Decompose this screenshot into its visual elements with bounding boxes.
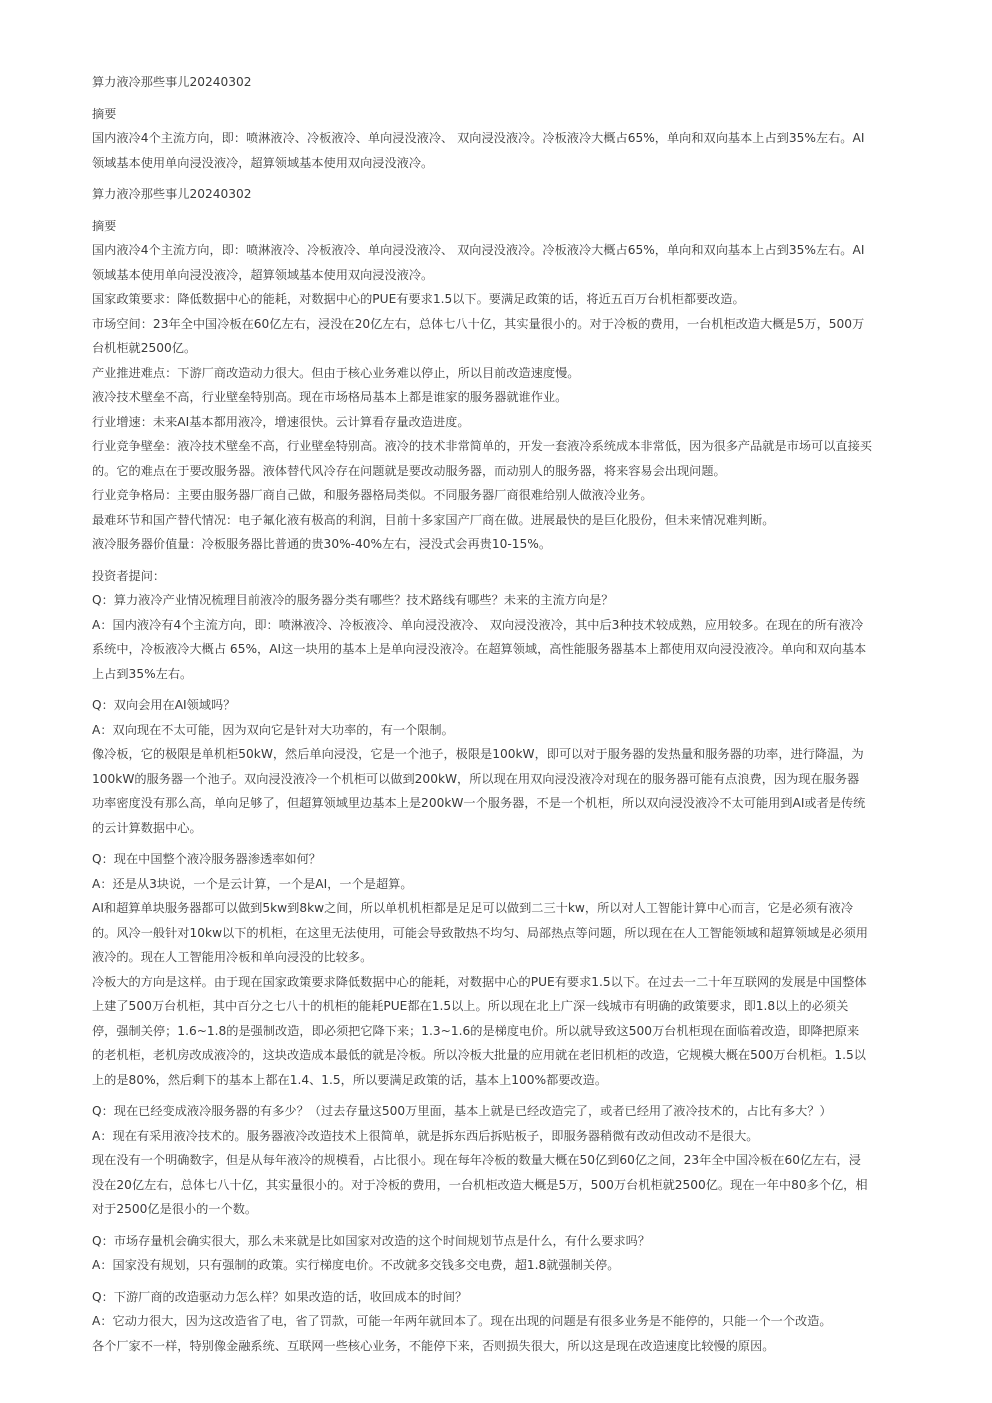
- abstract-line: 领域基本使用单向浸没液冷，超算领域基本使用双向浸没液冷。: [92, 155, 434, 170]
- barrier-line: 液冷技术壁垒不高，行业壁垒特别高。现在市场格局基本上都是谁家的服务器就谁作业。: [92, 390, 568, 404]
- title-text: 算力液冷那些事儿20240302: [92, 75, 252, 89]
- answer-line: 对于2500亿是很小的一个数。: [92, 1202, 258, 1216]
- abstract-label: 摘要: [92, 106, 117, 121]
- hardest-line: 最难环节和国产替代情况：电子氟化液有极高的利润，目前十多家国产厂商在做。进展最快的是巨化股份，但未来情况难判断。: [92, 512, 775, 527]
- document-page: [92, 70, 946, 1365]
- doc-title: [92, 70, 946, 95]
- difficulty-line: 产业推进难点：下游厂商改造动力很大。但由于核心业务难以停止，所以目前改造速度慢。: [92, 365, 580, 380]
- answer-line: 的。风冷一般针对10kw以下的机柜，在这里无法使用，可能会导致散热不均匀、局部热点等问题，所以现在在人工智能领域和超算领域是必须用: [92, 925, 868, 940]
- qa-section-6: [92, 1285, 946, 1359]
- question: Q：双向会用在AI领域吗？: [92, 698, 236, 712]
- question: Q：算力液冷产业情况梳理目前液冷的服务器分类有哪些？技术路线有哪些？未来的主流方向是？: [92, 593, 614, 607]
- landscape-line: 行业竞争格局：主要由服务器厂商自己做，和服务器格局类似。不同服务器厂商很难给别人做液冷业务。: [92, 488, 653, 502]
- answer-line: 现在没有一个明确数字，但是从每年液冷的规模看，占比很小。现在每年冷板的数量大概在50亿到60亿之间，23年全中国冷板在60亿左右，浸: [92, 1153, 861, 1167]
- answer-line: A：国家没有规划，只有强制的政策。实行梯度电价。不改就多交钱多交电费，超1.8就强制关停。: [92, 1258, 620, 1272]
- investor-label: 投资者提问：: [92, 568, 166, 583]
- answer-line: 的老机柜，老机房改成液冷的，这块改造成本最低的就是冷板。所以冷板大批量的应用就在老旧机柜的改造，它规模大概在500万台机柜。1.5以: [92, 1048, 866, 1062]
- answer-line: 系统中，冷板液冷大概占 65%，AI这一块用的基本上是单向浸没液冷。在超算领域，高性能服务器基本上都使用双向浸没液冷。单向和双向基本: [92, 642, 867, 656]
- answer-line: 各个厂家不一样，特别像金融系统、互联网一些核心业务，不能停下来，否则损失很大，所以这是现在改造速度比较慢的原因。: [92, 1338, 775, 1353]
- abstract-line: 国内液冷4个主流方向，即：喷淋液冷、冷板液冷、单向浸没液冷、 双向浸没液冷。冷板液冷大概占65%，单向和双向基本上占到35%左右。AI: [92, 243, 865, 257]
- abstract-line: 国内液冷4个主流方向，即：喷淋液冷、冷板液冷、单向浸没液冷、 双向浸没液冷。冷板液冷大概占65%，单向和双向基本上占到35%左右。AI: [92, 131, 865, 145]
- question: Q：下游厂商的改造驱动力怎么样？如果改造的话，收回成本的时间？: [92, 1289, 468, 1304]
- policy-line: 国家政策要求：降低数据中心的能耗，对数据中心的PUE有要求1.5以下。要满足政策的话，将近五百万台机柜都要改造。: [92, 292, 745, 306]
- market-line: 台机柜就2500亿。: [92, 341, 197, 355]
- question: Q：市场存量机会确实很大，那么未来就是比如国家对改造的这个时间规划节点是什么，有什么要求吗？: [92, 1233, 651, 1248]
- question: Q：现在已经变成液冷服务器的有多少？（过去存量这500万里面，基本上就是已经改造完了，或者已经用了液冷技术的，占比有多大？）: [92, 1104, 832, 1118]
- answer-line: 上建了500万台机柜，其中百分之七八十的机柜的能耗PUE都在1.5以上。所以现在北上广深一线城市有明确的政策要求，即1.8以上的必须关: [92, 999, 849, 1013]
- qa-section-4: [92, 1099, 946, 1222]
- abstract-line: 领域基本使用单向浸没液冷，超算领域基本使用双向浸没液冷。: [92, 267, 434, 282]
- answer-line: 的云计算数据中心。: [92, 820, 202, 835]
- answer-line: AI和超算单块服务器都可以做到5kw到8kw之间，所以单机机柜都是足足可以做到二三十kw，所以对人工智能计算中心而言，它是必须有液冷: [92, 901, 854, 915]
- market-line: 市场空间：23年全中国冷板在60亿左右，浸没在20亿左右，总体七八十亿，其实量很小的。对于冷板的费用，一台机柜改造大概是5万，500万: [92, 316, 865, 331]
- qa-section-1: [92, 564, 946, 687]
- abstract-section-repeat: [92, 214, 946, 557]
- answer-line: 100kW的服务器一个池子。双向浸没液冷一个机柜可以做到200kW，所以现在用双向浸没液冷对现在的服务器可能有点浪费，因为现在服务器: [92, 771, 860, 786]
- answer-line: 没在20亿左右，总体七八十亿，其实量很小的。对于冷板的费用，一台机柜改造大概是5万，500万台机柜就2500亿。现在一年中80多个亿，相: [92, 1177, 868, 1192]
- question: Q：现在中国整个液冷服务器渗透率如何？: [92, 852, 321, 866]
- answer-line: 液冷的。现在人工智能用冷板和单向浸没的比较多。: [92, 950, 373, 964]
- title-text: 算力液冷那些事儿20240302: [92, 187, 252, 201]
- answer-line: A：它动力很大，因为这改造省了电，省了罚款，可能一年两年就回本了。现在出现的问题是有很多业务是不能停的，只能一个一个改造。: [92, 1314, 832, 1328]
- answer-line: 像冷板，它的极限是单机柜50kW，然后单向浸没，它是一个池子，极限是100kW，即可以对于服务器的发热量和服务器的功率，进行降温，为: [92, 747, 864, 761]
- answer-line: 上占到35%左右。: [92, 666, 193, 681]
- qa-section-3: [92, 847, 946, 1092]
- answer-line: A：现在有采用液冷技术的。服务器液冷改造技术上很简单，就是拆东西后拆贴板子，即服务器稍微有改动但改动不是很大。: [92, 1128, 759, 1143]
- compete-line: 行业竞争壁垒：液冷技术壁垒不高，行业壁垒特别高。液冷的技术非常简单的，开发一套液冷系统成本非常低，因为很多产品就是市场可以直接买: [92, 439, 872, 453]
- abstract-section: [92, 102, 946, 176]
- qa-section-2: [92, 693, 946, 840]
- answer-line: A：国内液冷有4个主流方向，即：喷淋液冷、冷板液冷、单向浸没液冷、 双向浸没液冷，其中后3种技术较成熟，应用较多。在现在的所有液冷: [92, 617, 864, 632]
- abstract-label: 摘要: [92, 218, 117, 233]
- growth-line: 行业增速：未来AI基本都用液冷，增速很快。云计算看存量改造进度。: [92, 414, 470, 429]
- answer-line: 上的是80%，然后剩下的基本上都在1.4、1.5，所以要满足政策的话，基本上100%都要改造。: [92, 1072, 608, 1087]
- answer-line: 冷板大的方向是这样。由于现在国家政策要求降低数据中心的能耗，对数据中心的PUE有要求1.5以下。在过去一二十年互联网的发展是中国整体: [92, 974, 867, 989]
- value-line: 液冷服务器价值量：冷板服务器比普通的贵30%-40%左右，浸没式会再贵10-15%。: [92, 537, 552, 551]
- answer-line: 功率密度没有那么高，单向足够了，但超算领域里边基本上是200kW一个服务器，不是一个机柜，所以双向浸没液冷不太可能用到AI或者是传统: [92, 796, 866, 810]
- compete-line: 的。它的难点在于要改服务器。液体替代风冷存在问题就是要改动服务器，而动别人的服务器，将来容易会出现问题。: [92, 463, 726, 478]
- qa-section-5: [92, 1229, 946, 1278]
- doc-title-repeat: [92, 182, 946, 207]
- answer-line: 停，强制关停；1.6~1.8的是强制改造，即必须把它降下来；1.3~1.6的是梯度电价。所以就导致这500万台机柜现在面临着改造，即降把原来: [92, 1023, 860, 1038]
- answer-line: A：双向现在不太可能，因为双向它是针对大功率的，有一个限制。: [92, 722, 454, 737]
- answer-line: A：还是从3块说，一个是云计算，一个是AI，一个是超算。: [92, 876, 413, 891]
